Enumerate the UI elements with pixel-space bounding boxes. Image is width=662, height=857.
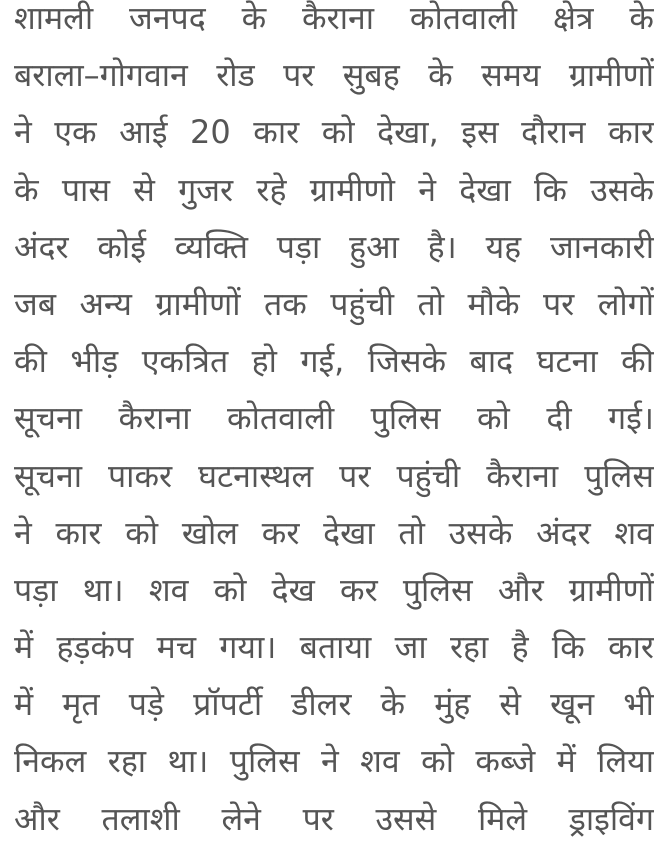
article-line: पड़ा था। शव को देख कर पुलिस और ग्रामीणों: [14, 570, 654, 609]
article-line: और तलाशी लेने पर उससे मिले ड्राइविंग: [14, 799, 654, 838]
article-line: के पास से गुजर रहे ग्रामीणो ने देखा कि उसके: [14, 170, 654, 209]
article-line: में मृत पड़े प्रॉपर्टी डीलर के मुंह से खून भी: [14, 685, 654, 724]
article-line: ने कार को खोल कर देखा तो उसके अंदर शव: [14, 513, 654, 552]
article-line: में हड़कंप मच गया। बताया जा रहा है कि कार: [14, 628, 654, 667]
article-line: जब अन्य ग्रामीणों तक पहुंची तो मौके पर लोगों: [14, 284, 654, 323]
article-line: की भीड़ एकत्रित हो गई, जिसके बाद घटना की: [14, 342, 654, 381]
article-line: शामली जनपद के कैराना कोतवाली क्षेत्र के: [14, 0, 654, 37]
article-line: सूचना पाकर घटनास्थल पर पहुंची कैराना पुलिस: [14, 456, 654, 495]
article-body: [14, 0, 654, 848]
article-line: निकल रहा था। पुलिस ने शव को कब्जे में लिया: [14, 742, 654, 781]
article-line: बराला–गोगवान रोड पर सुबह के समय ग्रामीणों: [14, 56, 654, 95]
article-line: सूचना कैराना कोतवाली पुलिस को दी गई।: [14, 399, 654, 438]
article-line: ने एक आई 20 कार को देखा, इस दौरान कार: [14, 113, 654, 152]
article-line: अंदर कोई व्यक्ति पड़ा हुआ है। यह जानकारी: [14, 227, 654, 266]
